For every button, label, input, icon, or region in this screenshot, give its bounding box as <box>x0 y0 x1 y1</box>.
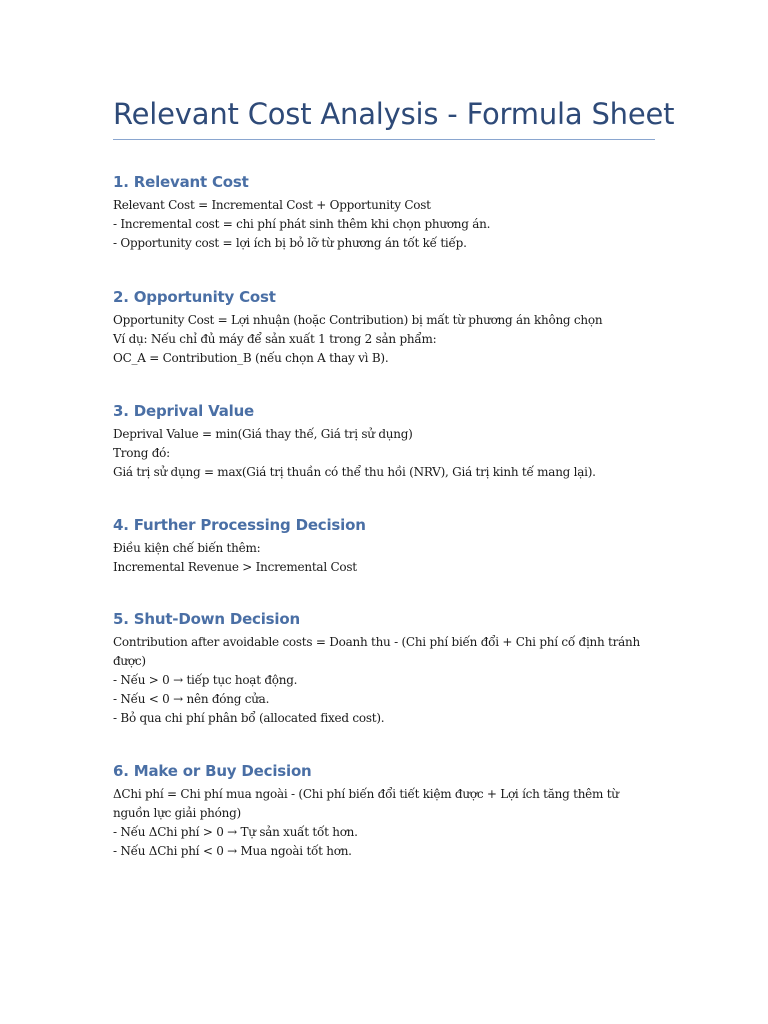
formula-line: - Nếu ΔChi phí < 0 → Mua ngoài tốt hơn. <box>113 844 352 858</box>
title-underline <box>113 139 655 140</box>
formula-line: - Nếu ΔChi phí > 0 → Tự sản xuất tốt hơn. <box>113 825 358 839</box>
formula-line: ΔChi phí = Chi phí mua ngoài - (Chi phí biến đổi tiết kiệm được + Lợi ích tăng thêm từ nguồn lực giải phóng) <box>113 787 619 820</box>
formula-line: Opportunity Cost = Lợi nhuận (hoặc Contribution) bị mất từ phương án không chọn <box>113 313 603 327</box>
formula-line: Contribution after avoidable costs = Doanh thu - (Chi phí biến đổi + Chi phí cố định tránh được) <box>113 635 640 668</box>
section-deprival-value <box>113 401 655 482</box>
formula-line: Điều kiện chế biến thêm: <box>113 541 261 555</box>
formula-line: - Incremental cost = chi phí phát sinh thêm khi chọn phương án. <box>113 217 491 231</box>
section-heading: 1. Relevant Cost <box>113 173 249 191</box>
section-opportunity-cost <box>113 287 655 368</box>
formula-line: - Nếu > 0 → tiếp tục hoạt động. <box>113 673 298 687</box>
formula-line: - Nếu < 0 → nên đóng cửa. <box>113 692 270 706</box>
formula-line: - Bỏ qua chi phí phân bổ (allocated fixed cost). <box>113 711 385 725</box>
section-relevant-cost <box>113 172 655 253</box>
formula-line: Relevant Cost = Incremental Cost + Opportunity Cost <box>113 198 431 212</box>
formula-line: Deprival Value = min(Giá thay thế, Giá trị sử dụng) <box>113 427 413 441</box>
section-make-or-buy <box>113 761 655 861</box>
formula-line: OC_A = Contribution_B (nếu chọn A thay vì B). <box>113 351 389 365</box>
section-shut-down <box>113 609 655 728</box>
section-heading: 4. Further Processing Decision <box>113 516 366 534</box>
formula-line: Trong đó: <box>113 446 170 460</box>
section-heading: 6. Make or Buy Decision <box>113 762 312 780</box>
section-further-processing <box>113 515 655 577</box>
document-title: Relevant Cost Analysis - Formula Sheet <box>113 97 675 131</box>
formula-line: Ví dụ: Nếu chỉ đủ máy để sản xuất 1 trong 2 sản phẩm: <box>113 332 437 346</box>
section-heading: 5. Shut-Down Decision <box>113 610 300 628</box>
section-heading: 2. Opportunity Cost <box>113 288 276 306</box>
formula-line: Incremental Revenue > Incremental Cost <box>113 560 357 574</box>
formula-line: - Opportunity cost = lợi ích bị bỏ lỡ từ phương án tốt kế tiếp. <box>113 236 467 250</box>
section-heading: 3. Deprival Value <box>113 402 255 420</box>
formula-line: Giá trị sử dụng = max(Giá trị thuần có thể thu hồi (NRV), Giá trị kinh tế mang lại). <box>113 465 596 479</box>
